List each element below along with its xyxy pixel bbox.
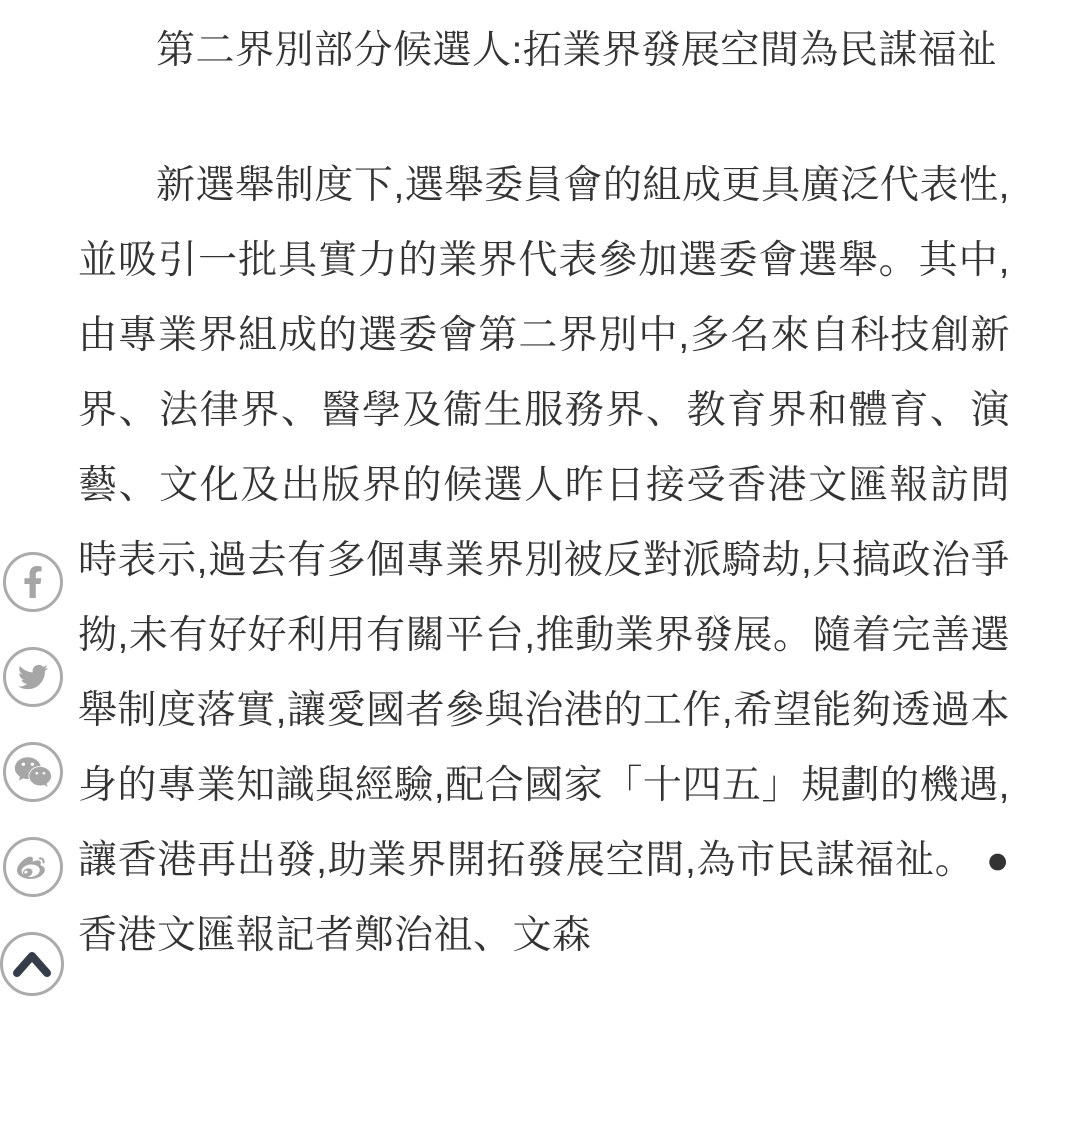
article-content — [78, 13, 1010, 973]
twitter-icon — [16, 662, 50, 692]
weibo-icon — [15, 851, 51, 883]
article-subtitle: 第二界別部分候選人:拓業界發展空間為民謀福祉 — [156, 29, 997, 72]
social-share-bar — [2, 552, 64, 996]
wechat-share-button[interactable] — [3, 742, 63, 802]
twitter-share-button[interactable] — [3, 647, 63, 707]
back-to-top-button[interactable] — [0, 932, 64, 996]
article-paragraph: 新選舉制度下,選舉委員會的組成更具廣泛代表性,並吸引一批具實力的業界代表參加選委會選舉。其中,由專業界組成的選委會第二界別中,多名來自科技創新界、法律界、醫學及衞生服務界、教育界和體育、演藝、文化及出版界的候選人昨日接受香港文匯報訪問時表示,過去有多個專業界別被反對派騎劫,只搞政治爭拗,未有好好利用有關平台,推動業界發展。隨着完善選舉制度落實,讓愛國者參與治港的工作,希望能夠透過本身的專業知識與經驗,配合國家「十四五」規劃的機遇,讓香港再出發,助業界開拓發展空間,為市民謀福祉。 ●香港文匯報記者鄭治祖、文森 — [78, 164, 1010, 957]
facebook-icon — [23, 564, 43, 600]
chevron-up-icon — [12, 951, 52, 977]
wechat-icon — [14, 755, 52, 789]
facebook-share-button[interactable] — [3, 552, 63, 612]
weibo-share-button[interactable] — [3, 837, 63, 897]
